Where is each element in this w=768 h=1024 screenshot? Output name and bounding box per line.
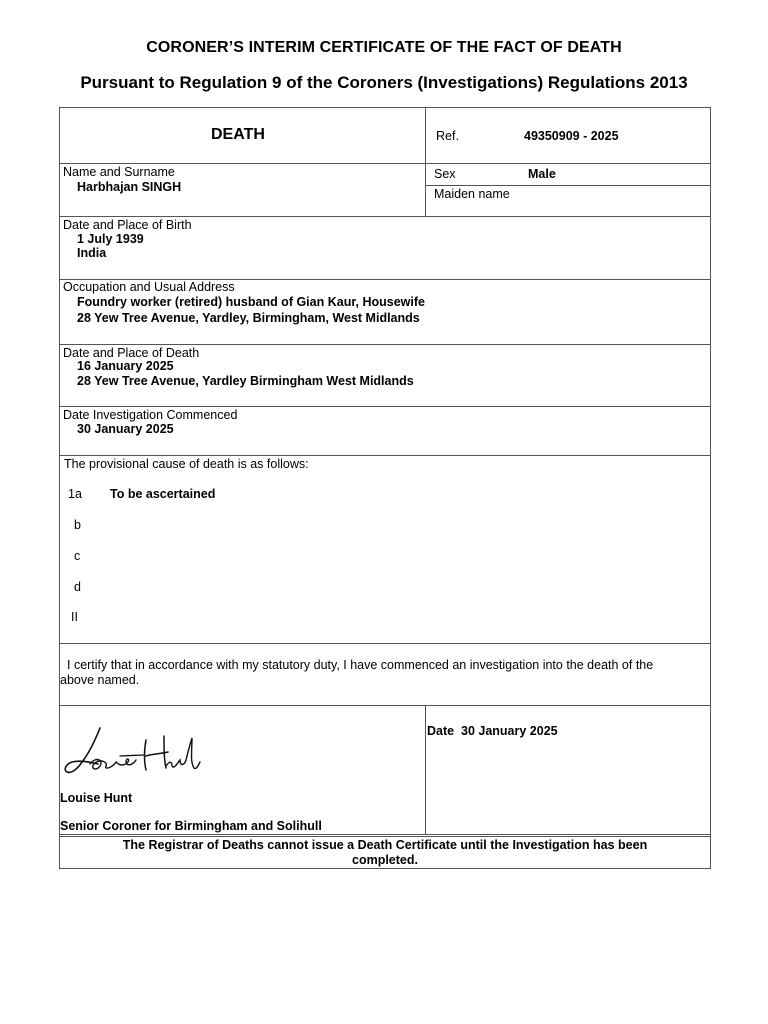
- ref-label: Ref.: [436, 129, 459, 143]
- divider-footer-double: [59, 836, 711, 837]
- divider-sex: [425, 185, 711, 186]
- address-value: 28 Yew Tree Avenue, Yardley, Birmingham, West Midlands: [77, 311, 420, 325]
- investigation-label: Date Investigation Commenced: [63, 408, 238, 422]
- issue-date-label: Date: [427, 724, 455, 738]
- investigation-date: 30 January 2025: [77, 422, 174, 436]
- birth-date: 1 July 1939: [77, 232, 144, 246]
- birth-label: Date and Place of Birth: [63, 218, 192, 232]
- birth-place: India: [77, 246, 107, 260]
- cause-code: II: [71, 610, 78, 624]
- ref-value: 49350909 - 2025: [524, 129, 619, 143]
- signatory-name: Louise Hunt: [60, 791, 133, 805]
- issue-date-value: 30 January 2025: [461, 724, 558, 738]
- certificate-subtitle: Pursuant to Regulation 9 of the Coroners (Investigations) Regulations 2013: [80, 73, 688, 92]
- occupation-label: Occupation and Usual Address: [63, 280, 235, 294]
- maiden-name-label: Maiden name: [434, 187, 510, 201]
- divider-vertical-top: [425, 107, 426, 216]
- death-place: 28 Yew Tree Avenue, Yardley Birmingham West Midlands: [77, 374, 414, 388]
- divider-birth: [59, 216, 711, 217]
- death-date: 16 January 2025: [77, 359, 174, 373]
- certify-statement-cont: above named.: [60, 673, 140, 687]
- registrar-notice: The Registrar of Deaths cannot issue a Death Certificate until the Investigation has been: [122, 838, 648, 852]
- registrar-notice-cont: completed.: [352, 853, 418, 867]
- coroner-signature: [60, 722, 205, 782]
- divider-footer: [59, 834, 711, 835]
- cause-code: b: [74, 518, 81, 532]
- name-label: Name and Surname: [63, 165, 175, 179]
- name-value: Harbhajan SINGH: [77, 180, 182, 194]
- cause-code: 1a: [68, 487, 82, 501]
- cause-text: To be ascertained: [110, 487, 216, 501]
- death-label: Date and Place of Death: [63, 346, 200, 360]
- sex-label: Sex: [434, 167, 456, 181]
- divider-certify: [59, 643, 711, 644]
- certify-statement: I certify that in accordance with my statutory duty, I have commenced an investigation into the death of the: [67, 658, 654, 672]
- divider-investigation: [59, 406, 711, 407]
- divider-signature: [59, 705, 711, 706]
- certificate-title: CORONER’S INTERIM CERTIFICATE OF THE FACT OF DEATH: [146, 39, 622, 56]
- cause-intro: The provisional cause of death is as follows:: [64, 457, 309, 471]
- signatory-title: Senior Coroner for Birmingham and Solihull: [60, 819, 322, 833]
- divider-cause: [59, 455, 711, 456]
- sex-value: Male: [528, 167, 556, 181]
- occupation-value: Foundry worker (retired) husband of Gian Kaur, Housewife: [77, 295, 425, 309]
- divider-name: [59, 163, 711, 164]
- cause-code: c: [74, 549, 81, 563]
- death-heading: DEATH: [211, 126, 265, 143]
- divider-death: [59, 344, 711, 345]
- cause-code: d: [74, 580, 81, 594]
- divider-vertical-bottom: [425, 705, 426, 834]
